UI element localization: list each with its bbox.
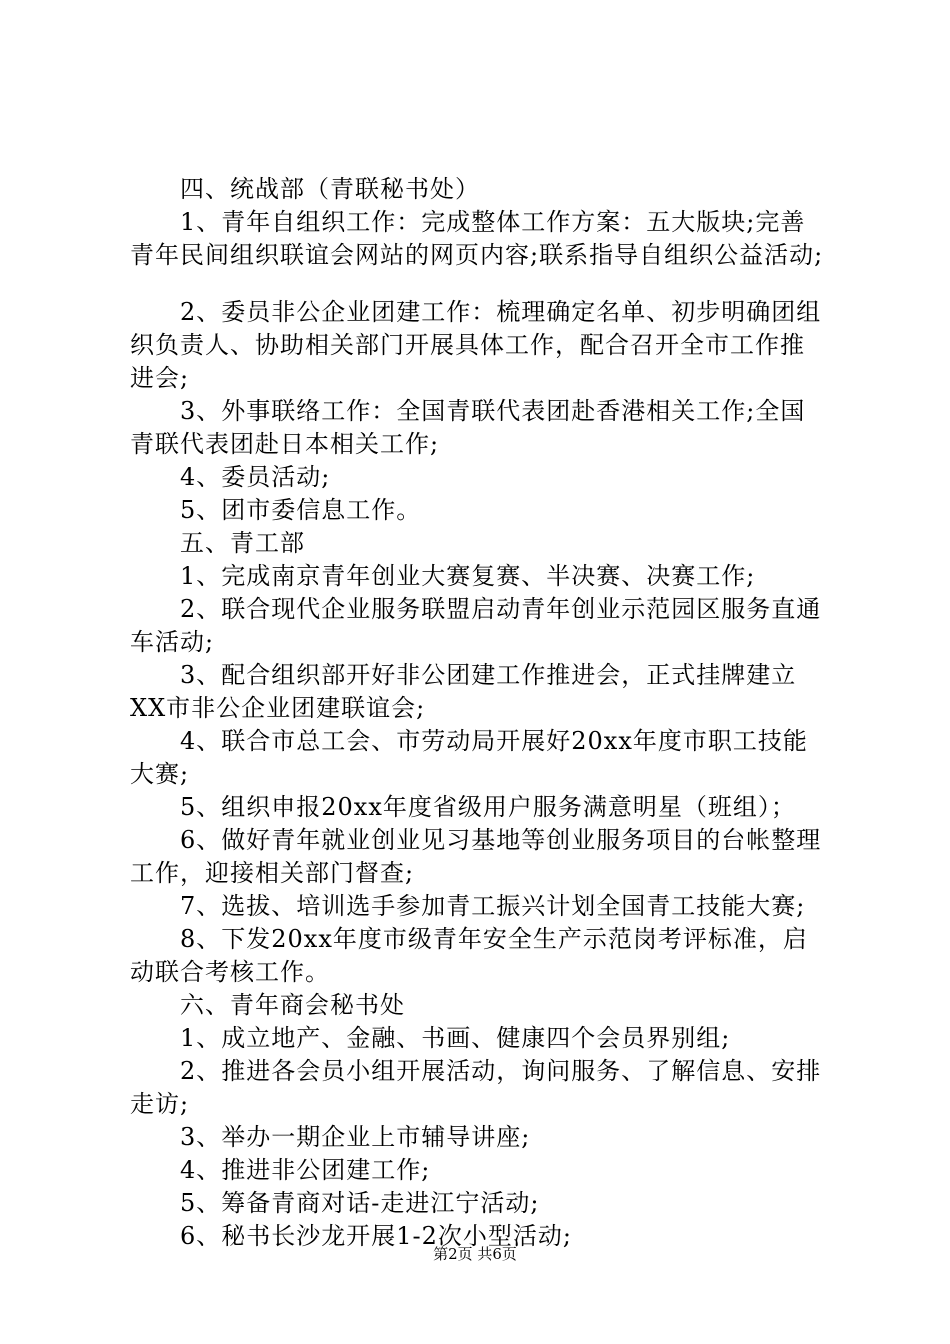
paragraph-line: 2、推进各会员小组开展活动，询问服务、了解信息、安排 [180, 1057, 822, 1085]
paragraph-line: 6、秘书长沙龙开展1-2次小型活动; [180, 1222, 573, 1250]
paragraph-line: 1、青年自组织工作：完成整体工作方案：五大版块;完善 [180, 208, 806, 236]
paragraph-line: 5、筹备青商对话-走进江宁活动; [180, 1189, 540, 1217]
paragraph-line: 3、配合组织部开好非公团建工作推进会，正式挂牌建立 [180, 661, 797, 689]
paragraph-line: 青联代表团赴日本相关工作; [130, 430, 440, 458]
paragraph-line: 动联合考核工作。 [130, 958, 330, 986]
paragraph-line: 工作，迎接相关部门督查; [130, 859, 415, 887]
paragraph-line: 5、组织申报20xx年度省级用户服务满意明星（班组）； [180, 793, 796, 821]
paragraph-line: 6、做好青年就业创业见习基地等创业服务项目的台帐整理 [180, 826, 822, 854]
paragraph-line: 3、外事联络工作：全国青联代表团赴香港相关工作;全国 [180, 397, 806, 425]
paragraph-line: 车活动; [130, 628, 215, 656]
paragraph-line: 4、联合市总工会、市劳动局开展好20xx年度市职工技能 [180, 727, 808, 755]
paragraph-line: 5、团市委信息工作。 [180, 496, 422, 524]
paragraph-line: 3、举办一期企业上市辅导讲座; [180, 1123, 531, 1151]
paragraph-line: XX市非公企业团建联谊会; [130, 694, 426, 722]
paragraph-line: 2、联合现代企业服务联盟启动青年创业示范园区服务直通 [180, 595, 822, 623]
page-footer: 第2页 共6页 [433, 1245, 517, 1263]
paragraph-line: 1、成立地产、金融、书画、健康四个会员界别组; [180, 1024, 731, 1052]
paragraph-line: 4、推进非公团建工作; [180, 1156, 431, 1184]
paragraph-line: 大赛; [130, 760, 190, 788]
paragraph-line: 2、委员非公企业团建工作：梳理确定名单、初步明确团组 [180, 298, 822, 326]
paragraph-line: 4、委员活动; [180, 463, 331, 491]
paragraph-line: 青年民间组织联谊会网站的网页内容;联系指导自组织公益活动; [130, 241, 824, 269]
section-heading: 四、统战部（青联秘书处） [180, 175, 480, 203]
paragraph-line: 织负责人、协助相关部门开展具体工作，配合召开全市工作推 [130, 331, 805, 359]
paragraph-line: 8、下发20xx年度市级青年安全生产示范岗考评标准，启 [180, 925, 808, 953]
section-heading: 五、青工部 [180, 529, 305, 557]
paragraph-line: 走访; [130, 1090, 190, 1118]
paragraph-line: 进会; [130, 364, 190, 392]
paragraph-line: 7、选拔、培训选手参加青工振兴计划全国青工技能大赛; [180, 892, 806, 920]
paragraph-line: 1、完成南京青年创业大赛复赛、半决赛、决赛工作; [180, 562, 756, 590]
section-heading: 六、青年商会秘书处 [180, 991, 405, 1019]
